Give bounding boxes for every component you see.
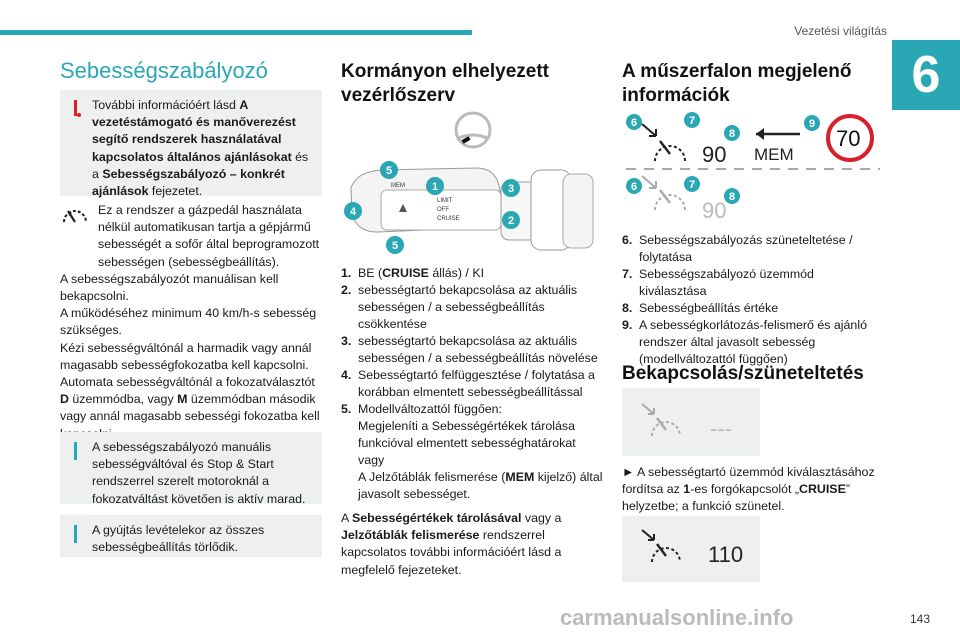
list-item: 5. Modellváltozattól függően: Megjeleníti a Sebességértékek tárolása funkcióval elmentett sebességhatárokat vagy A Jelzőtáblák felismerése (MEM kijelző) által javasolt sebességet. [341, 402, 603, 501]
section-title-cruise-control: Sebességszabályozó [60, 58, 268, 83]
svg-text:4: 4 [350, 206, 357, 218]
active-display-image [622, 516, 760, 582]
info-icon [74, 525, 77, 543]
steering-stalk-illustration [341, 110, 603, 255]
active-speed-value: 110 [708, 542, 744, 567]
switch-label-mem: MEM [391, 183, 405, 189]
info-box-1: A sebességszabályozó manuális sebességváltóval és Stop & Start rendszerrel szerelt motoroknál a fokozatváltást követően is aktív marad. [60, 432, 322, 504]
list-item: 6. Sebességszabályozás szüneteltetése / folytatása [622, 233, 853, 264]
paused-display-image [622, 388, 760, 456]
paused-speed-value: 90 [702, 198, 727, 223]
svg-text:6: 6 [631, 181, 638, 193]
set-speed-value: 90 [702, 142, 727, 167]
top-accent-bar [0, 30, 472, 35]
svg-text:2: 2 [508, 215, 515, 227]
svg-text:7: 7 [689, 179, 696, 191]
svg-text:7: 7 [689, 115, 696, 127]
list-item: 4. Sebességtartó felfüggesztése / folytatása a korábban elmentett sebességbeállítással [341, 368, 595, 399]
speed-limit-value: 70 [836, 126, 861, 151]
warning-box: További információért lásd A vezetéstámogató és manőverezést segítő rendszerek használatával kapcsolatos általános ajánlásokat és a Sebességszabályozó – konkrét ajánlások fejezetet. [60, 90, 322, 196]
svg-text:6: 6 [631, 117, 638, 129]
intro-block: Ez a rendszer a gázpedál használata nélkül automatikusan tartja a gépjármű sebességét a sofőr által beprogramozott sebességen (sebességbeállítás). A sebességszabályozót manuálisan kell bekapcsolni. A működéséhez minimum 40 km/h-s sebesség szükséges. Kézi sebességváltónál a harmadik vagy annál magasabb sebességfokozatba kell kapcsolni. Automata sebességváltónál a fokozatválasztót D üzemmódba, vagy M üzemmódban második vagy annál magasabb sebességi fokozatba kell [60, 203, 320, 424]
watermark: carmanualsonline.info [560, 605, 794, 630]
section-heading-steering-control: Kormányon elhelyezett vezérlőszerv [341, 61, 549, 106]
outro-text: A Sebességértékek tárolásával vagy a Jelzőtáblák felismerése rendszerrel kapcsolatos további információért lásd a megfelelő fejezeteket. [341, 511, 562, 577]
list-item: 1. BE (CRUISE állás) / KI [341, 266, 485, 280]
section-heading-activation: Bekapcsolás/szüneteltetés [622, 363, 864, 384]
svg-text:3: 3 [508, 183, 515, 195]
svg-text:8: 8 [729, 191, 736, 203]
switch-label-cruise: CRUISE [437, 216, 460, 222]
list-item: 3. sebességtartó bekapcsolása az aktuális sebességen / a sebességbeállítás növelése [341, 334, 598, 365]
svg-text:5: 5 [386, 165, 393, 177]
list-item: 8. Sebességbeállítás értéke [622, 301, 779, 315]
dashes: --- [710, 416, 732, 441]
activation-step: ► A sebességtartó üzemmód kiválasztásához fordítsa az 1-es forgókapcsolót „CRUISE” helyzetbe; a funkció szünetel. [622, 465, 875, 514]
list-item: 9. A sebességkorlátozás-felismerő és ajánló rendszer által javasolt sebesség (modellváltozattól függően) [622, 318, 867, 366]
list-item: 7. Sebességszabályozó üzemmód kiválasztása [622, 267, 814, 298]
warning-icon-dot [77, 113, 81, 117]
svg-text:1: 1 [432, 181, 439, 193]
list-item: 2. sebességtartó bekapcsolása az aktuális sebességen / a sebességbeállítás csökkentése [341, 283, 578, 331]
cruise-control-icon [60, 202, 90, 228]
dashboard-display-illustration [622, 108, 884, 224]
cruise-paused-icon [642, 176, 685, 210]
info-box-2: A gyújtás levételekor az összes sebességbeállítás törlődik. [60, 515, 322, 557]
display-legend-list [622, 232, 884, 368]
chapter-number-tab: 6 [892, 40, 960, 110]
switch-label-off: OFF [437, 207, 449, 213]
running-header: Vezetési világítás [794, 24, 887, 38]
section-heading-dashboard-info: A műszerfalon megjelenő információk [622, 61, 852, 106]
svg-text:5: 5 [392, 240, 399, 252]
switch-label-limit: LIMIT [437, 198, 453, 204]
svg-text:9: 9 [809, 118, 816, 130]
svg-text:8: 8 [729, 128, 736, 140]
page-number: 143 [909, 612, 930, 626]
info-icon [74, 442, 77, 460]
mem-label: MEM [754, 145, 794, 164]
control-legend-list [341, 265, 603, 579]
cruise-active-icon [642, 124, 685, 161]
